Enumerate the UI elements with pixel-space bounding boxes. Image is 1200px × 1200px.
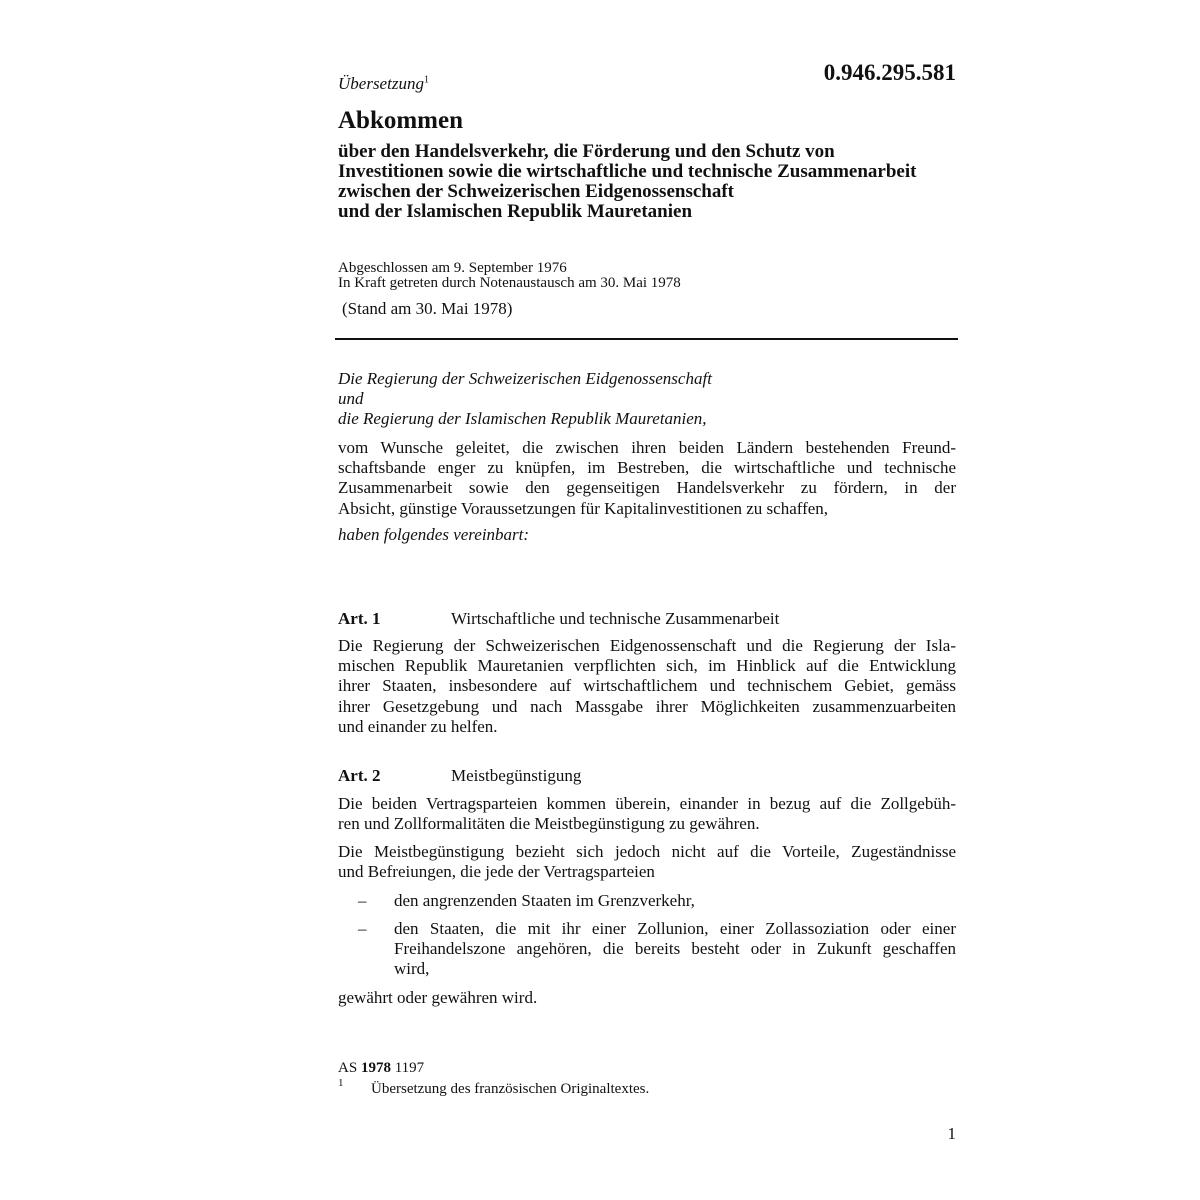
paragraph-line: und einander zu helfen. <box>338 716 498 736</box>
list-item-line: Freihandelszone angehören, die bereits besteht oder in Zukunft geschaffen <box>394 939 956 959</box>
list-item <box>394 919 956 980</box>
translation-label-text: Übersetzung <box>338 74 424 93</box>
concluded-date: Abgeschlossen am 9. September 1976 <box>338 260 567 276</box>
document-subtitle <box>338 142 956 222</box>
source-page: 1197 <box>394 1060 425 1076</box>
subtitle-line: über den Handelsverkehr, die Förderung und den Schutz von <box>338 141 835 162</box>
preamble-line: Absicht, günstige Voraussetzungen für Kapitalinvestitionen zu schaffen, <box>338 498 829 518</box>
preamble-line: Zusammenarbeit sowie den gegenseitigen Handelsverkehr zu fördern, in der <box>338 478 956 498</box>
preamble-party-line: und <box>338 389 364 408</box>
subtitle-line: und der Islamischen Republik Mauretanien <box>338 201 693 222</box>
article-number: Art. 1 <box>338 609 381 628</box>
sr-number: 0.946.295.581 <box>823 60 956 85</box>
article-title: Wirtschaftliche und technische Zusammenarbeit <box>451 609 780 628</box>
list-item <box>394 891 956 911</box>
article-2-paragraph-2 <box>338 842 956 882</box>
article-title: Meistbegünstigung <box>451 766 582 785</box>
article-2-closing: gewährt oder gewähren wird. <box>338 988 538 1007</box>
preamble-party-line: die Regierung der Islamischen Republik Mauretanien, <box>338 409 707 428</box>
paragraph-line: Die Meistbegünstigung bezieht sich jedoch nicht auf die Vorteile, Zugeständnisse <box>338 842 956 861</box>
preamble-body <box>338 438 956 519</box>
list-item-line: den angrenzenden Staaten im Grenzverkehr, <box>394 891 695 910</box>
article-1-heading <box>338 609 779 629</box>
paragraph-line: ren und Zollformalitäten die Meistbegünstigung zu gewähren. <box>338 814 760 834</box>
page-number: 1 <box>947 1124 956 1143</box>
footnote-reference: 1 <box>423 74 429 86</box>
footnote-mark: 1 <box>338 1077 344 1089</box>
list-dash: – <box>358 891 367 910</box>
official-compilation-source <box>338 1060 424 1077</box>
status-date: (Stand am 30. Mai 1978) <box>342 299 513 318</box>
paragraph-line: Die Regierung der Schweizerischen Eidgenossenschaft und die Regierung der Isla- <box>338 636 956 655</box>
source-year: 1978 <box>360 1060 391 1076</box>
article-2-heading <box>338 766 581 786</box>
article-1-paragraph <box>338 636 956 737</box>
horizontal-rule <box>335 338 958 340</box>
paragraph-line: mischen Republik Mauretanien verpflichten sich, im Hinblick auf die Entwicklung <box>338 656 956 676</box>
preamble-closing: haben folgendes vereinbart: <box>338 525 530 544</box>
source-prefix: AS <box>338 1060 358 1076</box>
subtitle-line: Investitionen sowie die wirtschaftliche und technische Zusammenarbeit <box>338 161 917 182</box>
paragraph-line: und Befreiungen, die jede der Vertragsparteien <box>338 862 655 882</box>
list-item-line: den Staaten, die mit ihr einer Zollunion, einer Zollassoziation oder einer <box>394 919 956 938</box>
article-number: Art. 2 <box>338 766 381 785</box>
subtitle-line: zwischen der Schweizerischen Eidgenossenschaft <box>338 181 734 202</box>
preamble-line: vom Wunsche geleitet, die zwischen ihren beiden Ländern bestehenden Freund- <box>338 438 956 457</box>
footnote-text: Übersetzung des französischen Originaltextes. <box>371 1081 650 1097</box>
document-title: Abkommen <box>338 107 464 134</box>
paragraph-line: ihrer Gesetzgebung und nach Massgabe ihrer Möglichkeiten zusammenzuarbeiten <box>338 696 956 716</box>
paragraph-line: Die beiden Vertragsparteien kommen überein, einander in bezug auf die Zollgebüh- <box>338 794 956 813</box>
translation-label <box>338 74 429 94</box>
in-force-date: In Kraft getreten durch Notenaustausch am 30. Mai 1978 <box>338 275 681 291</box>
preamble-party-line: Die Regierung der Schweizerischen Eidgenossenschaft <box>338 369 712 388</box>
paragraph-line: ihrer Staaten, insbesondere auf wirtschaftlichem und technischem Gebiet, gemäss <box>338 676 956 696</box>
list-item-line: wird, <box>394 959 430 979</box>
list-dash: – <box>358 919 367 938</box>
article-2-paragraph-1 <box>338 794 956 834</box>
preamble-line: schaftsbande enger zu knüpfen, im Bestreben, die wirtschaftliche und technische <box>338 458 956 478</box>
